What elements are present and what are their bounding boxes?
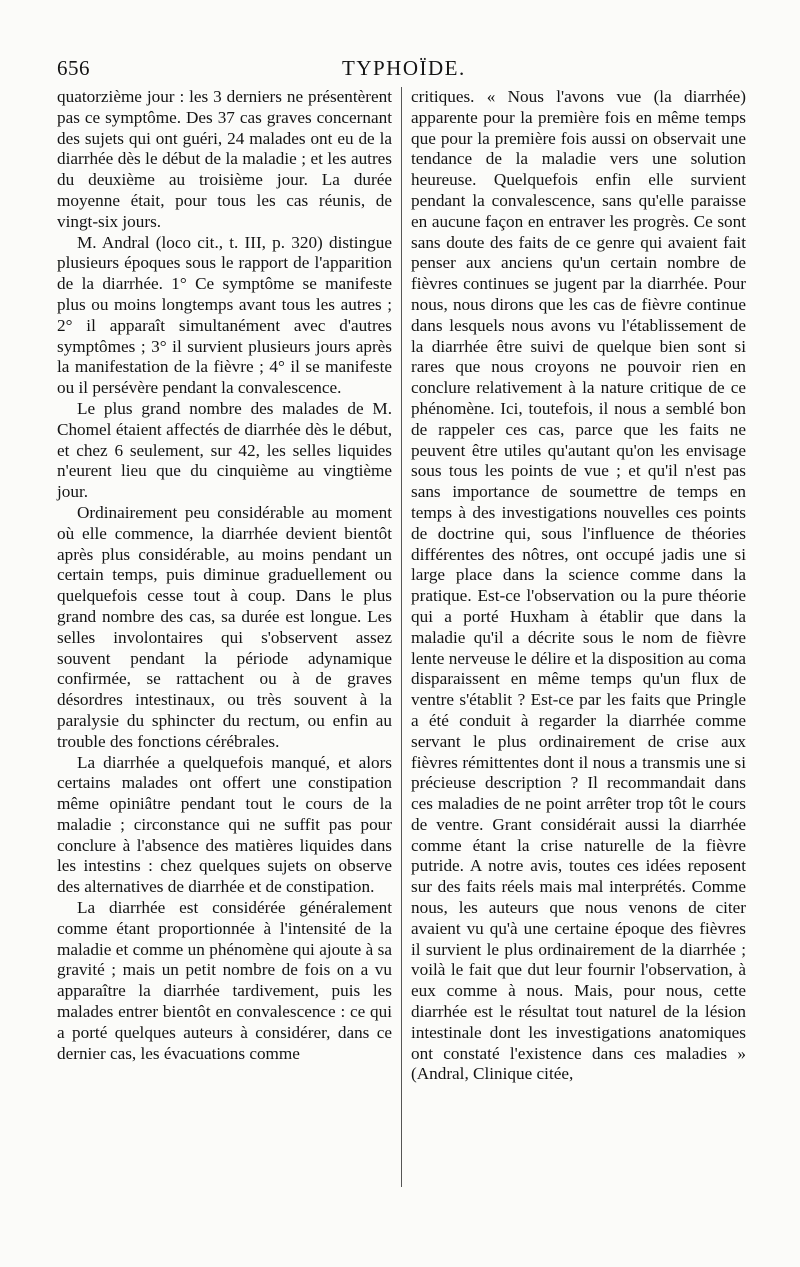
left-column (57, 87, 392, 1064)
column-divider (401, 87, 402, 1187)
left-paragraph-4: Ordinairement peu considérable au moment où elle commence, la diarrhée devient bientôt après plus considérable, au moins pendant un certain temps, puis diminue graduellement ou quelquefois cesse tout à coup. Dans le plus grand nombre des cas, sa durée est longue. Les selles involontaires qui s'observent assez souvent pendant la période adynamique confirmée, se rattachent ou à de graves désordres intestinaux, ou très souvent à la paralysie du sphincter du rectum, ou enfin au trouble des fonctions cérébrales. (57, 502, 392, 751)
left-paragraph-6: La diarrhée est considérée généralement comme étant proportionnée à l'intensité de la maladie et comme un phénomène qui ajoute à sa gravité ; mais un petit nombre de fois on a vu apparaître la diarrhée tardivement, puis les malades entrer bientôt en convalescence : ce qui a porté quelques auteurs à considérer, dans ce dernier cas, les évacuations comme (57, 898, 392, 1063)
running-title: TYPHOÏDE. (342, 56, 466, 80)
left-paragraph-1: quatorzième jour : les 3 derniers ne présentèrent pas ce symptôme. Des 37 cas graves concernant des sujets qui ont guéri, 24 malades ont eu de la diarrhée dès le début de la maladie ; et les autres du deuxième au troisième jour. La durée moyenne était, pour tous les cas réunis, de vingt-six jours. (57, 87, 392, 231)
right-column (411, 87, 746, 1085)
left-paragraph-3: Le plus grand nombre des malades de M. Chomel étaient affectés de diarrhée dès le début, et chez 6 seulement, sur 42, les selles liquides n'eurent lieu que du cinquième au vingtième jour. (57, 398, 392, 502)
left-paragraph-2: M. Andral (loco cit., t. III, p. 320) distingue plusieurs époques sous le rapport de l'apparition de la diarrhée. 1° Ce symptôme se manifeste plus ou moins longtemps avant tous les autres ; 2° il apparaît simultanément avec d'autres symptômes ; 3° il survient plusieurs jours après la manifestation de la fièvre ; 4° il se manifeste ou il persévère pendant la convalescence. (57, 232, 392, 398)
left-paragraph-5: La diarrhée a quelquefois manqué, et alors certains malades ont offert une constipation même opiniâtre pendant tout le cours de la maladie ; circonstance qui ne suffit pas pour conclure à l'absence des matières liquides dans les intestins : chez quelques sujets on observe des alternatives de diarrhée et de constipation. (57, 752, 392, 897)
page-number: 656 (57, 56, 90, 80)
page-header (57, 56, 747, 84)
right-paragraph-1: critiques. « Nous l'avons vue (la diarrhée) apparente pour la première fois en même temps que pour la première fois aussi on observait une tendance de la maladie vers une solution heureuse. Quelquefois enfin elle survient pendant la convalescence, sans qu'elle paraisse en aucune façon en entraver les progrès. Ce sont sans doute des faits de ce genre qui avaient fait penser aux anciens qu'un certain nombre de fièvres continues se jugent par la diarrhée. Pour nous, nous dirons que les cas de fièvre continue dans lesquels nous avons vu l'établissement de la diarrhée être suivi de quelque bien sont si rares que nous croyons ne pouvoir rien en conclure relativement à la nature critique de ce phénomène. Ici, toutefois, il nous a semblé bon de rappeler ces cas, parce que les faits ne peuvent être utiles qu'autant qu'on les envisage sous tous les points de vue ; et qu'il n'est pas sans importance de soumettre de temps en temps à des investigations nouvelles ces points de doctrine qui, sous l'influence de théories différentes des nôtres, ont occupé jadis une si large place dans la science comme dans la pratique. Est-ce l'observation ou la pure théorie qui a porté Huxham à établir que dans la maladie qu'il a décrite sous le nom de fièvre lente nerveuse le délire et la disposition au coma disparaissent en même temps qu'un flux de ventre s'établit ? Est-ce par les faits que Pringle a été conduit à regarder la diarrhée comme servant le plus ordinairement de crise aux fièvres rémittentes dont il nous a transmis une si précieuse description ? Il recommandait dans ces maladies de ne point arrêter trop tôt le cours de ventre. Grant considérait aussi la diarrhée comme étant la crise naturelle de la fièvre putride. A notre avis, toutes ces idées reposent sur des faits réels mais mal interprétés. Comme nous, les auteurs que nous venons de citer avaient vu qu'à une certaine époque des fièvres il survient le plus ordinairement de la diarrhée ; voilà le fait que dut leur fournir l'observation, à eux comme à nous. Mais, pour nous, cette diarrhée est le résultat tout naturel de la lésion intestinale dont les investigations anatomiques ont constaté l'existence dans ces maladies » (Andral, Clinique citée, (411, 87, 746, 1084)
